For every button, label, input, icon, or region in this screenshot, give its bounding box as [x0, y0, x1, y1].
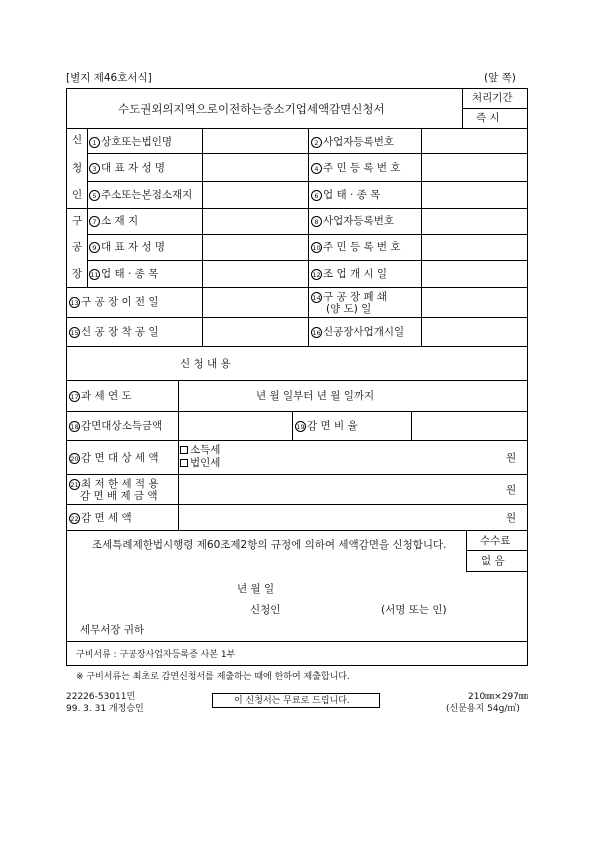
submission-note: ※ 구비서류는 최초로 감면신청서를 제출하는 때에 한하여 제출합니다.	[76, 672, 350, 682]
rule	[66, 440, 528, 441]
resident-reg-number-field[interactable]	[422, 154, 527, 180]
fee-label: 수수료	[480, 535, 511, 547]
rule	[66, 641, 528, 642]
representative-name-field[interactable]	[203, 154, 307, 180]
min-tax-unit: 원	[506, 484, 517, 496]
corporate-tax-option[interactable]: 법인세	[180, 457, 220, 469]
operation-start-label: 12 조 업 개 시 일	[312, 268, 388, 280]
reduction-rate-label: 19 감 면 비 율	[296, 420, 358, 432]
reduced-tax-unit: 원	[506, 512, 517, 524]
reduction-rate-field[interactable]	[412, 412, 527, 439]
form-code: 22226-53011민	[66, 692, 136, 702]
factory-group-label-1: 구	[72, 215, 83, 227]
applicant-group-label-2: 청	[72, 162, 83, 174]
tax-year-label: 17 과 세 연 도	[70, 390, 132, 402]
applicant-group-label-1: 신	[72, 134, 83, 146]
reduced-tax-field[interactable]	[179, 505, 499, 529]
application-date[interactable]: 년 월 일	[237, 583, 275, 595]
representative-name-label: 3 대 표 자 성 명	[89, 162, 165, 174]
reduced-tax-label: 22 감 면 세 액	[70, 512, 132, 524]
form-title: 수도권외의지역으로이전하는중소기업세액감면신청서	[118, 102, 385, 116]
address-field[interactable]	[203, 182, 307, 207]
rule	[308, 128, 309, 346]
factory-resident-reg-number-field[interactable]	[422, 235, 527, 259]
rule	[66, 380, 528, 381]
business-reg-number-label: 2 사업자등록번호	[311, 136, 394, 148]
processing-period-label: 처리기간	[472, 92, 513, 104]
factory-business-type-label: 11 업 태 · 종 목	[90, 268, 159, 280]
processing-period-value: 즉 시	[476, 112, 500, 124]
resident-reg-number-label: 4 주 민 등 록 번 호	[311, 162, 401, 174]
paper-size: 210㎜×297㎜	[468, 692, 528, 702]
declaration-text: 조세특례제한법시행령 제60조제2항의 규정에 의하여 세액감면을 신청합니다.	[92, 539, 447, 551]
new-factory-construction-date-field[interactable]	[203, 318, 307, 345]
operation-start-field[interactable]	[422, 261, 527, 286]
business-name-label: 1 상호또는법인명	[89, 136, 172, 148]
location-field[interactable]	[203, 209, 307, 233]
reduction-income-field[interactable]	[179, 412, 291, 439]
factory-business-reg-number-field[interactable]	[422, 209, 527, 233]
applicant-group-label-3: 인	[72, 189, 83, 201]
rule	[292, 411, 293, 440]
address-label: 5 주소또는본점소재지	[89, 189, 192, 201]
factory-representative-label: 9 대 표 자 성 명	[89, 241, 165, 253]
rule	[66, 530, 528, 531]
rule	[462, 108, 528, 109]
new-factory-operation-date-field[interactable]	[422, 318, 527, 345]
income-tax-checkbox[interactable]	[180, 446, 188, 454]
applicant-label: 신청인	[250, 604, 281, 616]
factory-group-label-3: 장	[72, 268, 83, 280]
rule	[87, 128, 88, 287]
approval-date: 99. 3. 31 개정승인	[66, 704, 144, 714]
free-notice: 이 신청서는 무료로 드립니다.	[234, 696, 350, 706]
rule	[466, 530, 467, 571]
reduction-income-label: 18 감면대상소득금액	[70, 420, 163, 432]
factory-group-label-2: 공	[72, 241, 83, 253]
old-factory-transfer-date-label: 13 구 공 장 이 전 일	[70, 296, 159, 308]
factory-representative-field[interactable]	[203, 235, 307, 259]
rule	[66, 346, 528, 347]
min-tax-field[interactable]	[179, 475, 499, 503]
rule	[462, 88, 463, 128]
business-reg-number-field[interactable]	[422, 129, 527, 152]
min-tax-label: 21 최 저 한 세 적 용	[70, 478, 159, 490]
attachments: 구비서류 : 구공장사업자등록증 사본 1부	[76, 650, 236, 660]
target-tax-unit: 원	[506, 452, 517, 464]
page-side: (앞 쪽)	[484, 72, 516, 84]
business-name-field[interactable]	[203, 129, 307, 152]
business-type-label: 6 업 태 · 종 목	[311, 189, 380, 201]
application-content-heading: 신 청 내 용	[180, 358, 231, 370]
location-label: 7 소 재 지	[89, 215, 138, 227]
corporate-tax-checkbox[interactable]	[180, 459, 188, 467]
factory-business-reg-number-label: 8 사업자등록번호	[311, 215, 394, 227]
new-factory-operation-date-label: 16 신공장사업개시일	[312, 326, 405, 338]
new-factory-construction-date-label: 15 신 공 장 착 공 일	[70, 326, 159, 338]
old-factory-closure-date-label: 14 구 공 장 폐 쇄	[312, 291, 388, 303]
addressee: 세무서장 귀하	[80, 624, 145, 636]
target-tax-label: 20 감 면 대 상 세 액	[70, 452, 159, 464]
business-type-field[interactable]	[422, 182, 527, 207]
factory-resident-reg-number-label: 10 주 민 등 록 번 호	[312, 241, 401, 253]
tax-year-period[interactable]: 년 월 일부터 년 월 일까지	[256, 390, 375, 402]
form-number: [별지 제46호서식]	[66, 72, 152, 84]
rule	[466, 571, 528, 572]
paper-type: (신문용지 54g/㎡)	[446, 704, 520, 714]
fee-value: 없 음	[481, 555, 505, 567]
old-factory-closure-date-label-2: (양 도) 일	[326, 303, 372, 315]
old-factory-transfer-date-field[interactable]	[203, 288, 307, 316]
signature-field[interactable]: (서명 또는 인)	[381, 604, 447, 616]
income-tax-option[interactable]: 소득세	[180, 444, 220, 456]
min-tax-label-2: 감 면 배 제 금 액	[80, 490, 158, 502]
old-factory-closure-date-field[interactable]	[422, 288, 527, 316]
factory-business-type-field[interactable]	[203, 261, 307, 286]
rule	[466, 550, 528, 551]
